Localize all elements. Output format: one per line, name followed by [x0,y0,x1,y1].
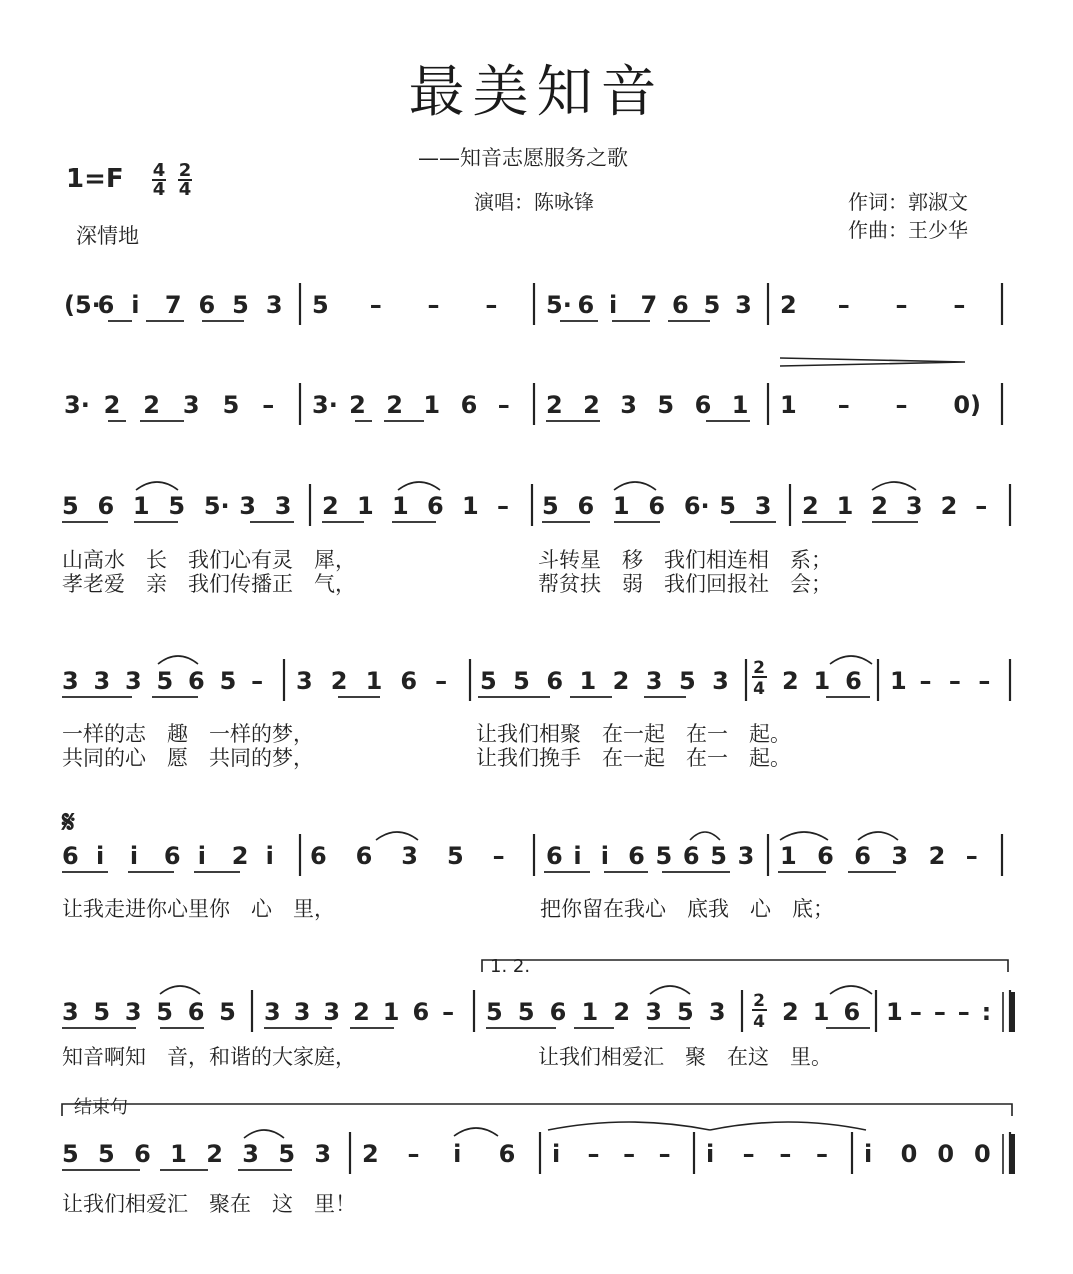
note: 2 [928,842,946,870]
note: 0) [953,391,982,419]
note: 5 [703,291,721,319]
note: 3 [239,492,256,520]
slur-arc [780,832,828,840]
note: 2 [802,492,819,520]
slur-arc [136,482,178,490]
note: 3 [264,998,281,1026]
slur-arc [160,986,200,994]
note: – [816,1140,828,1168]
note: 3 [620,391,637,419]
note: 2 [782,667,799,695]
note: i [197,842,206,870]
lyric-line: 斗转星 移 我们相连相 系； [538,548,832,572]
note: i [131,291,140,319]
note: 2 [612,667,630,695]
note: – [587,1140,600,1168]
note: 1 [886,998,903,1026]
coda-label: 结束句 [74,1097,128,1118]
note: – [965,842,978,870]
note: 5 [655,842,673,870]
lyric-line: 共同的心 愿 共同的梦， [62,746,314,770]
note: 5· [546,291,572,319]
note: – [957,998,970,1026]
note: 1 [132,492,150,520]
note: 1 [392,492,409,520]
song-title: 最美知音 [408,60,665,125]
note: 5 [678,667,696,695]
note: i [600,842,609,870]
note: – [369,291,382,319]
note: 5 [542,492,559,520]
note: 2 [386,391,403,419]
note: 5 [517,998,535,1026]
note: 6 [546,667,564,695]
lyric-line: 让我们相聚 在一起 在一 起。 [476,722,791,746]
note: 6 [460,391,478,419]
lyricist-credit: 作词：郭淑文 [848,190,968,214]
note: 6 [672,291,689,319]
note: 1 [357,492,374,520]
note: 3 [296,667,313,695]
note: 3 [124,998,142,1026]
note: 3 [905,492,923,520]
volta-bracket [482,960,1008,972]
lyric-line: 知音啊知 音，和谐的大家庭， [62,1045,356,1069]
note: 1 [423,391,441,419]
note: 5 [98,1140,115,1168]
note: 1 [780,391,797,419]
note: 6 [310,842,327,870]
note: 6 [843,998,861,1026]
slur-arc [872,482,916,490]
note: 6 [62,842,79,870]
note: 1 [731,391,749,419]
note: 5 [446,842,464,870]
note: – [895,391,908,419]
note: 6 [97,291,115,319]
note: 2 [231,842,249,870]
note: 0 [900,1140,918,1168]
lyric-line: 让我们相爱汇 聚 在这 里。 [538,1045,832,1069]
note: 6 [854,842,871,870]
note: – [895,291,908,319]
note: 2 [871,492,888,520]
slur-arc [710,1122,866,1130]
note: 7 [640,291,658,319]
time-signature-top: 2 [178,160,192,181]
note: 5 [93,998,111,1026]
note: 6 [628,842,645,870]
note: – [492,842,505,870]
note: 1 [581,998,599,1026]
note: 6 [817,842,834,870]
slur-arc [830,986,872,994]
note: 5· [203,492,230,520]
note: 5 [62,1140,79,1168]
note: : [981,998,992,1026]
note: 3 [293,998,311,1026]
slur-arc [398,482,440,490]
slur-arc [376,832,418,840]
note: i [552,1140,561,1168]
note: – [262,391,275,419]
note: 6 [412,998,430,1026]
time-signature-top: 4 [152,160,166,181]
note: – [978,667,991,695]
note: – [948,667,961,695]
note: 5 [156,667,174,695]
note: 5 [278,1140,296,1168]
note: 5 [62,492,79,520]
note: 3 [182,391,200,419]
note: 6 [400,667,418,695]
note: 6· [683,492,710,520]
note: 5 [219,998,236,1026]
note: i [95,842,105,870]
note: – [435,667,448,695]
note: – [442,998,455,1026]
note: 5 [168,492,186,520]
coda-bracket [62,1104,1012,1116]
note: 6 [427,492,444,520]
note: 3 [323,998,341,1026]
note: 2 [322,492,339,520]
measure-time-signature-bottom: 4 [753,679,765,699]
note: 6 [498,1140,516,1168]
note: – [742,1140,755,1168]
note: 3 [125,667,142,695]
note: 5 [486,998,503,1026]
note: 6 [577,291,595,319]
note: 6 [845,667,862,695]
note: 2 [143,391,160,419]
note: i [265,842,274,870]
note: 3 [754,492,772,520]
slur-arc [548,1122,710,1130]
note: 6 [97,492,115,520]
lyric-line: 让我们相爱汇 聚在 这 里！ [62,1192,356,1216]
note: 3 [62,998,79,1026]
tempo-marking: 深情地 [76,224,139,248]
note: 2 [362,1140,379,1168]
note: – [953,291,966,319]
note: – [497,492,509,520]
note: 3 [274,492,292,520]
note: – [497,391,510,419]
note: 1 [365,667,383,695]
note: – [658,1140,671,1168]
note: 5 [232,291,249,319]
note: 3· [64,391,90,419]
note: 3· [312,391,338,419]
lyric-line: 让我们挽手 在一起 在一 起。 [476,746,791,770]
note: i [453,1140,462,1168]
note: 0 [937,1140,955,1168]
note: 6 [198,291,216,319]
note: – [251,667,264,695]
note: 3 [242,1140,259,1168]
note: 1 [382,998,400,1026]
note: 6 [549,998,567,1026]
composer-credit: 作曲：王少华 [848,218,968,242]
lyric-line: 把你留在我心 底我 心 底； [540,897,834,921]
note: 2 [103,391,121,419]
measure-time-signature-top: 2 [753,991,765,1011]
note: – [975,492,988,520]
lyric-line: 让我走进你心里你 心 里， [62,897,335,921]
note: 1 [612,492,630,520]
decrescendo-hairpin [780,358,965,366]
note: 5 [156,998,173,1026]
slur-arc [650,986,690,994]
slur-arc [244,1130,284,1138]
note: 3 [708,998,726,1026]
measure-time-signature-bottom: 4 [753,1012,765,1032]
note: 3 [735,291,752,319]
note: 1 [813,667,831,695]
lyric-line: 孝老爱 亲 我们传播正 气， [62,572,356,596]
note: 5 [719,492,736,520]
note: 2 [782,998,799,1026]
note: 5 [710,842,727,870]
lyric-line: 山高水 长 我们心有灵 犀， [62,548,356,572]
note: 6 [134,1140,151,1168]
note: 5 [480,667,497,695]
note: 3 [645,998,662,1026]
note: 3 [891,842,909,870]
note: 3 [314,1140,332,1168]
time-signature-bottom: 4 [152,179,166,200]
note: i [864,1140,873,1168]
note: 5 [657,391,675,419]
note: i [573,842,582,870]
note: 2 [353,998,370,1026]
note: – [919,667,932,695]
slur-arc [830,656,872,664]
note: i [609,291,618,319]
note: 2 [583,391,600,419]
slur-arc [158,656,198,664]
note: 3 [737,842,755,870]
singer-credit: 演唱：陈咏锋 [474,190,594,214]
note: 3 [712,667,729,695]
note: (5· [64,291,101,319]
note: 1 [890,667,907,695]
note: 1 [812,998,830,1026]
volta-label: 1. 2. [490,956,531,977]
note: – [485,291,498,319]
slur-arc [690,832,720,840]
note: 6 [682,842,700,870]
note: – [623,1140,636,1168]
note: 2 [613,998,631,1026]
note: – [837,391,850,419]
note: 1 [579,667,597,695]
note: 3 [401,842,419,870]
note: 2 [546,391,563,419]
note: i [129,842,139,870]
note: 1 [780,842,797,870]
note: i [706,1140,715,1168]
segno-sign: 𝄋 [62,805,75,840]
note: 6 [163,842,181,870]
slur-arc [858,832,898,840]
note: 2 [330,667,348,695]
note: – [909,998,922,1026]
key-signature: 1=F [66,164,124,194]
note: 5 [677,998,694,1026]
song-subtitle: ——知音志愿服务之歌 [418,146,628,170]
note: 1 [462,492,479,520]
note: – [837,291,850,319]
note: 6 [577,492,595,520]
note: 2 [780,291,797,319]
slur-arc [614,482,656,490]
note: 3 [645,667,663,695]
note: 3 [265,291,283,319]
note: – [407,1140,420,1168]
lyric-line: 一样的志 趣 一样的梦， [62,722,314,746]
note: 7 [164,291,182,319]
note: 5 [513,667,530,695]
note: – [427,291,440,319]
time-signature-bottom: 4 [178,179,192,200]
note: 1 [170,1140,187,1168]
note: 5 [219,667,237,695]
measure-time-signature-top: 2 [753,658,765,678]
note: 6 [546,842,563,870]
note: 2 [349,391,366,419]
note: 6 [648,492,666,520]
note: 6 [355,842,373,870]
note: 5 [222,391,240,419]
lyric-line: 帮贫扶 弱 我们回报社 会； [538,572,832,596]
note: 6 [187,998,205,1026]
note: 3 [62,667,79,695]
note: 2 [940,492,958,520]
note: 3 [93,667,111,695]
note: 2 [206,1140,223,1168]
note: 6 [188,667,205,695]
note: – [933,998,946,1026]
note: 0 [974,1140,991,1168]
note: 1 [836,492,854,520]
note: 5 [312,291,329,319]
note: – [779,1140,792,1168]
note: 6 [694,391,712,419]
slur-arc [454,1128,498,1136]
